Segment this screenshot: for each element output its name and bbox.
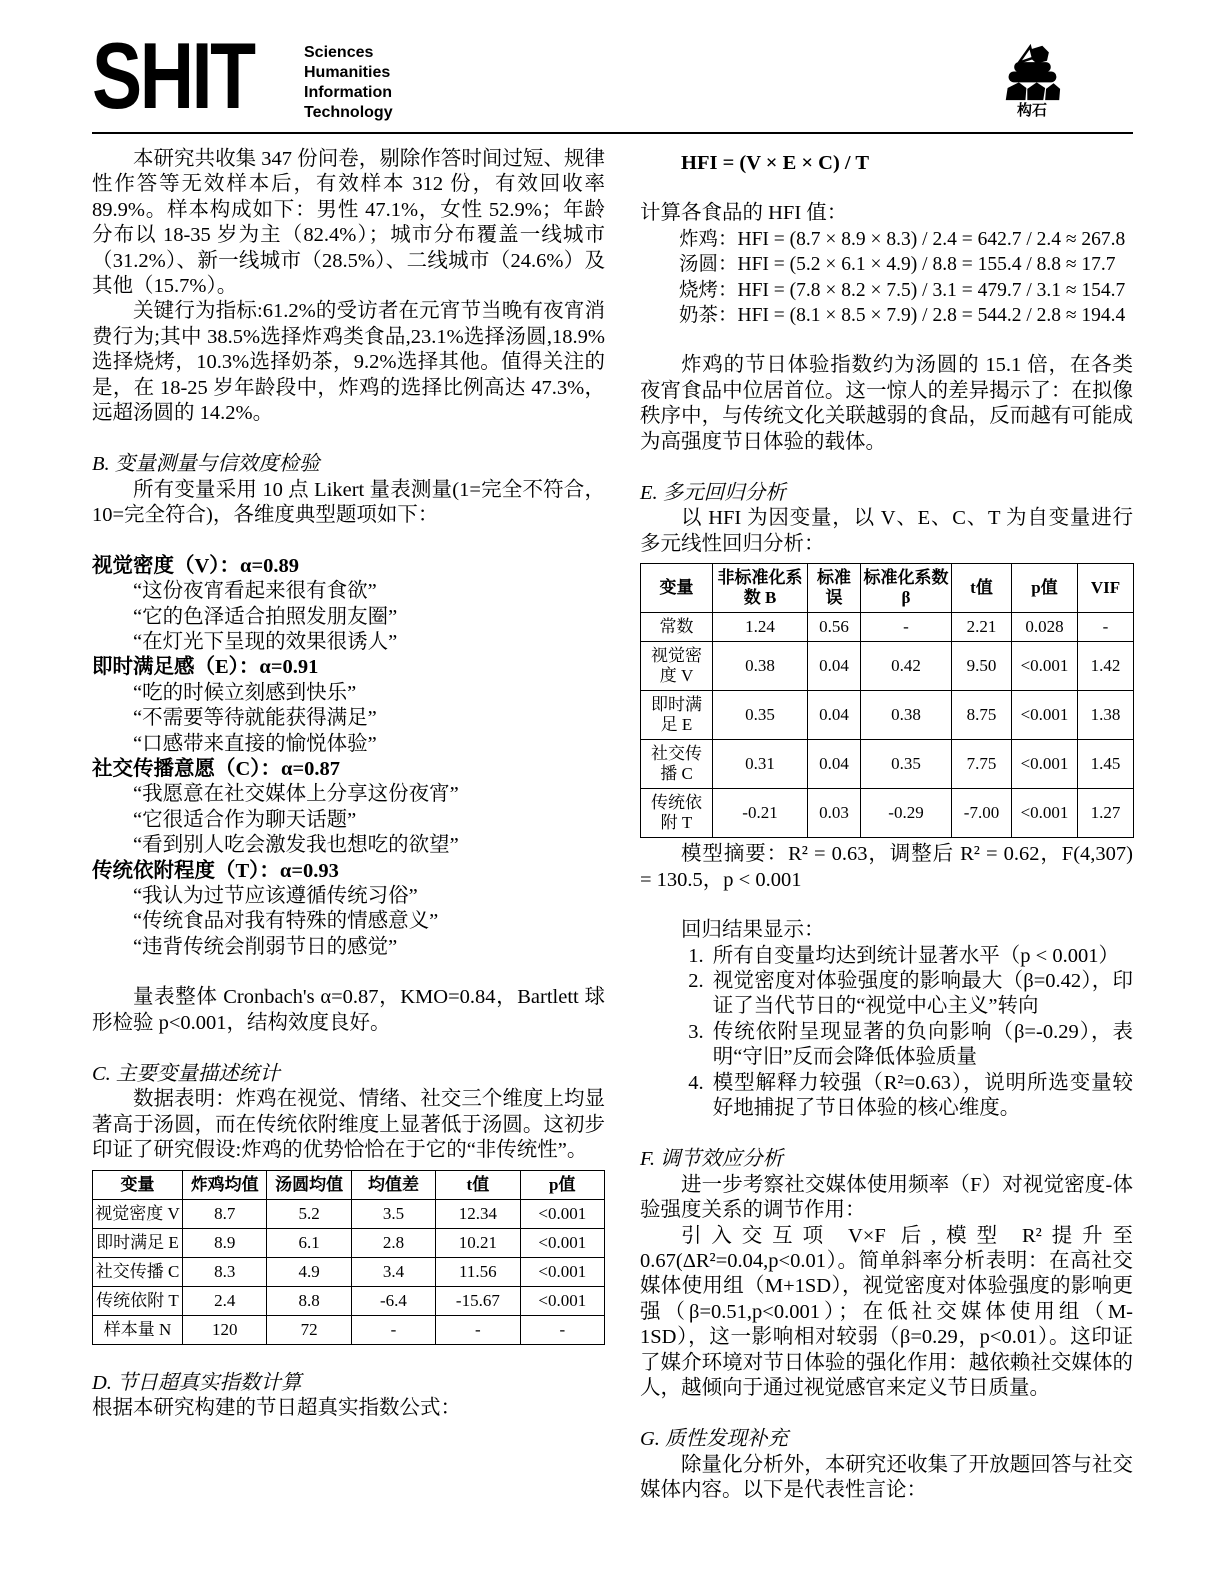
- hfi-calculation: 奶茶：HFI = (8.1 × 8.5 × 7.9) / 2.8 = 544.2 / 2.8 ≈ 194.4: [679, 305, 1126, 327]
- regression-table: [640, 563, 1134, 838]
- scale-title: 视觉密度（V）：α=0.89: [92, 554, 300, 577]
- table-cell: 1.38: [1078, 691, 1134, 740]
- table-header-row: [93, 1170, 605, 1199]
- table-cell: 3.5: [351, 1199, 435, 1228]
- table-cell: 7.75: [952, 740, 1012, 789]
- table-cell: 0.028: [1012, 613, 1078, 642]
- scale-title: 社交传播意愿（C）：α=0.87: [92, 757, 341, 780]
- section-heading-f: F. 调节效应分析: [640, 1148, 784, 1171]
- scale-title: 即时满足感（E）：α=0.91: [92, 656, 319, 679]
- table-cell: 12.34: [436, 1199, 520, 1228]
- table-cell: 10.21: [436, 1228, 520, 1257]
- paragraph-model-summary: 模型摘要：R² = 0.63，调整后 R² = 0.62，F(4,307) = 130.5，p < 0.001: [640, 843, 1133, 891]
- institute-logo-subtitle: [304, 43, 393, 123]
- paragraph-f2: 引入交互项 V×F 后,模型 R²提升至 0.67(ΔR²=0.04,p<0.01）。简单斜率分析表明：在高社交媒体使用组（M+1SD），视觉密度对体验强度的影响更强（β=0.51,p<0.001）；在低社交媒体使用组（M-1SD），这一影响相对较弱（β=0.29，p<0.01）。这印证了媒介环境对节日体验的强化作用：越依赖社交媒体的人，越倾向于通过视觉感官来定义节日质量。: [640, 1224, 1133, 1399]
- table-cell: 0.38: [713, 642, 808, 691]
- table-cell: 2.8: [351, 1228, 435, 1257]
- scale-item: “我认为过节应该遵循传统习俗”: [133, 884, 418, 907]
- list-item: 2. 视觉密度对体验强度的影响最大（β=0.42），印证了当代节日的“视觉中心主义”转向: [709, 969, 1133, 1020]
- paragraph-f1: 进一步考察社交媒体使用频率（F）对视觉密度-体验强度关系的调节作用：: [640, 1173, 1133, 1222]
- table-cell: <0.001: [520, 1257, 604, 1286]
- header-divider: [92, 132, 1133, 134]
- paragraph-e-intro: 以 HFI 为因变量，以 V、E、C、T 为自变量进行多元线性回归分析：: [640, 507, 1133, 555]
- paragraph-b-intro: 所有变量采用 10 点 Likert 量表测量(1=完全不符合，10=完全符合)，各维度典型题项如下：: [92, 478, 605, 527]
- scale-item: “违背传统会削弱节日的感觉”: [133, 935, 398, 958]
- column-header: p值: [1012, 564, 1078, 613]
- table-cell: 0.42: [861, 642, 952, 691]
- scale-item: “传统食品对我有特殊的情感意义”: [133, 910, 439, 933]
- table-cell: 视觉密度 V: [93, 1199, 183, 1228]
- table-header-row: [641, 564, 1134, 613]
- table-row: [93, 1257, 605, 1286]
- table-cell: 120: [183, 1315, 267, 1344]
- column-header: t值: [952, 564, 1012, 613]
- scale-block-e: [92, 655, 605, 757]
- scale-title: 传统依附程度（T）：α=0.93: [92, 859, 339, 882]
- scale-item: “看到别人吃会激发我也想吃的欲望”: [133, 834, 459, 857]
- table-row: [93, 1286, 605, 1315]
- column-header: 非标准化系数 B: [713, 564, 808, 613]
- paragraph-sample: 本研究共收集 347 份问卷，剔除作答时间过短、规律性作答等无效样本后，有效样本 312 份，有效回收率 89.9%。样本构成如下：男性 47.1%，女性 52.9%；年龄分布以 18-35 岁为主（82.4%）；城市分布覆盖一线城市（31.2%）、新一线城市（28.5%）、二线城市（24.6%）及其他（15.7%）。: [92, 148, 605, 298]
- descriptive-stats-table: [92, 1170, 605, 1345]
- table-cell: 0.03: [808, 789, 861, 838]
- paragraph-reliability: 量表整体 Cronbach's α=0.87，KMO=0.84，Bartlett 球形检验 p<0.001，结构效度良好。: [92, 986, 605, 1034]
- table-cell: 72: [267, 1315, 351, 1344]
- list-item: 4. 模型解释力较强（R²=0.63），说明所选变量较好地捕捉了节日体验的核心维度。: [709, 1071, 1133, 1122]
- table-row: [93, 1228, 605, 1257]
- table-cell: <0.001: [1012, 642, 1078, 691]
- table-cell: 8.7: [183, 1199, 267, 1228]
- paragraph-hfi-discussion: 炸鸡的节日体验指数约为汤圆的 15.1 倍，在各类夜宵食品中位居首位。这一惊人的差异揭示了：在拟像秩序中，与传统文化关联越弱的食品，反而越有可能成为高强度节日体验的载体。: [640, 354, 1133, 453]
- table-cell: <0.001: [520, 1199, 604, 1228]
- table-cell: 0.04: [808, 691, 861, 740]
- scale-item: “口感带来直接的愉悦体验”: [133, 732, 377, 755]
- org-logo: [999, 42, 1065, 119]
- table-cell: 8.3: [183, 1257, 267, 1286]
- left-column: [92, 147, 605, 1504]
- hfi-calculation: 烧烤：HFI = (7.8 × 8.2 × 7.5) / 3.1 = 479.7 / 3.1 ≈ 154.7: [679, 279, 1126, 301]
- column-header: 变量: [93, 1170, 183, 1199]
- table-row: [641, 613, 1134, 642]
- table-cell: 9.50: [952, 642, 1012, 691]
- subtitle-line: Information: [304, 84, 392, 101]
- institute-logo: [92, 23, 304, 128]
- institute-logo-text: SHIT: [92, 23, 254, 128]
- column-header: 标准误: [808, 564, 861, 613]
- table-row: [93, 1315, 605, 1344]
- table-row: [93, 1199, 605, 1228]
- column-header: 炸鸡均值: [183, 1170, 267, 1199]
- results-intro: 回归结果显示：: [681, 919, 825, 942]
- paragraph-behavior: 关键行为指标:61.2%的受访者在元宵节当晚有夜宵消费行为;其中 38.5%选择炸鸡类食品,23.1%选择汤圆,18.9%选择烧烤，10.3%选择奶茶，9.2%选择其他。值得关注的是，在 18-25 岁年龄段中，炸鸡的选择比例高达 47.3%，远超汤圆的 14.2%。: [92, 300, 605, 425]
- section-heading-e: E. 多元回归分析: [640, 482, 786, 505]
- scale-block-t: [92, 859, 605, 961]
- table-row: [641, 691, 1134, 740]
- table-cell: -15.67: [436, 1286, 520, 1315]
- list-item: 1. 所有自变量均达到统计显著水平（p < 0.001）: [709, 944, 1133, 969]
- column-header: VIF: [1078, 564, 1134, 613]
- column-header: 变量: [641, 564, 713, 613]
- table-cell: 传统依附 T: [93, 1286, 183, 1315]
- table-cell: 1.24: [713, 613, 808, 642]
- table-cell: 视觉密度 V: [641, 642, 713, 691]
- column-header: t值: [436, 1170, 520, 1199]
- table-cell: 11.56: [436, 1257, 520, 1286]
- list-item: 3. 传统依附呈现显著的负向影响（β=-0.29），表明“守旧”反而会降低体验质量: [709, 1020, 1133, 1071]
- table-cell: 0.56: [808, 613, 861, 642]
- column-header: 均值差: [351, 1170, 435, 1199]
- table-cell: 4.9: [267, 1257, 351, 1286]
- table-cell: 1.45: [1078, 740, 1134, 789]
- paragraph-c: 数据表明：炸鸡在视觉、情绪、社交三个维度上均显著高于汤圆，而在传统依附维度上显著低于汤圆。这初步印证了研究假设:炸鸡的优势恰恰在于它的“非传统性”。: [92, 1088, 605, 1162]
- table-cell: 8.75: [952, 691, 1012, 740]
- column-header: 标准化系数 β: [861, 564, 952, 613]
- table-cell: -: [520, 1315, 604, 1344]
- scale-item: “不需要等待就能获得满足”: [133, 707, 377, 730]
- table-cell: 0.31: [713, 740, 808, 789]
- section-heading-g: G. 质性发现补充: [640, 1428, 789, 1451]
- table-cell: -7.00: [952, 789, 1012, 838]
- org-logo-label: 构石: [1016, 102, 1047, 119]
- scale-block-v: [92, 554, 605, 656]
- table-cell: -: [436, 1315, 520, 1344]
- subtitle-line: Technology: [304, 104, 393, 121]
- right-column: [640, 147, 1133, 1504]
- table-cell: -0.21: [713, 789, 808, 838]
- table-cell: -: [351, 1315, 435, 1344]
- scale-item: “吃的时候立刻感到快乐”: [133, 681, 357, 704]
- table-cell: 常数: [641, 613, 713, 642]
- page-header: [92, 23, 1133, 128]
- table-cell: <0.001: [520, 1228, 604, 1257]
- hfi-calculation: 炸鸡：HFI = (8.7 × 8.9 × 8.3) / 2.4 = 642.7 / 2.4 ≈ 267.8: [679, 228, 1126, 250]
- table-cell: -: [861, 613, 952, 642]
- table-cell: 6.1: [267, 1228, 351, 1257]
- table-cell: 8.9: [183, 1228, 267, 1257]
- section-heading-d: D. 节日超真实指数计算: [92, 1371, 302, 1394]
- table-cell: 0.35: [861, 740, 952, 789]
- two-column-body: [92, 147, 1133, 1504]
- hfi-formula: HFI = (V × E × C) / T: [681, 152, 870, 174]
- table-cell: 0.04: [808, 642, 861, 691]
- table-cell: 0.04: [808, 740, 861, 789]
- table-cell: 5.2: [267, 1199, 351, 1228]
- paragraph-g: 除量化分析外，本研究还收集了开放题回答与社交媒体内容。以下是代表性言论：: [640, 1453, 1133, 1502]
- regression-results-list: [640, 944, 1133, 1122]
- table-cell: 0.35: [713, 691, 808, 740]
- table-cell: -0.29: [861, 789, 952, 838]
- hfi-calculation: 汤圆：HFI = (5.2 × 6.1 × 4.9) / 8.8 = 155.4 / 8.8 ≈ 17.7: [679, 254, 1116, 276]
- hfi-intro: 计算各食品的 HFI 值：: [640, 202, 848, 225]
- scale-item: “我愿意在社交媒体上分享这份夜宵”: [133, 783, 459, 806]
- subtitle-line: Sciences: [304, 44, 374, 61]
- table-cell: 社交传播 C: [641, 740, 713, 789]
- column-header: 汤圆均值: [267, 1170, 351, 1199]
- scale-item: “在灯光下呈现的效果很诱人”: [133, 630, 398, 653]
- table-cell: <0.001: [1012, 740, 1078, 789]
- table-cell: 2.4: [183, 1286, 267, 1315]
- table-cell: 3.4: [351, 1257, 435, 1286]
- scale-block-c: [92, 757, 605, 859]
- table-cell: -: [1078, 613, 1134, 642]
- table-row: [641, 642, 1134, 691]
- table-cell: 0.38: [861, 691, 952, 740]
- paragraph-d: 根据本研究构建的节日超真实指数公式：: [92, 1397, 461, 1420]
- section-heading-b: B. 变量测量与信效度检验: [92, 453, 320, 476]
- table-cell: 社交传播 C: [93, 1257, 183, 1286]
- table-cell: 1.27: [1078, 789, 1134, 838]
- section-heading-c: C. 主要变量描述统计: [92, 1063, 280, 1085]
- table-cell: 传统依附 T: [641, 789, 713, 838]
- table-cell: 8.8: [267, 1286, 351, 1315]
- table-cell: <0.001: [520, 1286, 604, 1315]
- table-cell: 2.21: [952, 613, 1012, 642]
- scale-item: “这份夜宵看起来很有食欲”: [133, 580, 377, 603]
- table-row: [641, 789, 1134, 838]
- scale-item: “它的色泽适合拍照发朋友圈”: [133, 605, 398, 628]
- table-cell: -6.4: [351, 1286, 435, 1315]
- subtitle-line: Humanities: [304, 64, 391, 81]
- table-row: [641, 740, 1134, 789]
- scale-item: “它很适合作为聊天话题”: [133, 808, 357, 831]
- column-header: p值: [520, 1170, 604, 1199]
- rock-pile-icon: [999, 42, 1065, 102]
- table-cell: <0.001: [1012, 789, 1078, 838]
- table-cell: 即时满足 E: [641, 691, 713, 740]
- table-cell: 1.42: [1078, 642, 1134, 691]
- table-cell: 样本量 N: [93, 1315, 183, 1344]
- table-cell: 即时满足 E: [93, 1228, 183, 1257]
- table-cell: <0.001: [1012, 691, 1078, 740]
